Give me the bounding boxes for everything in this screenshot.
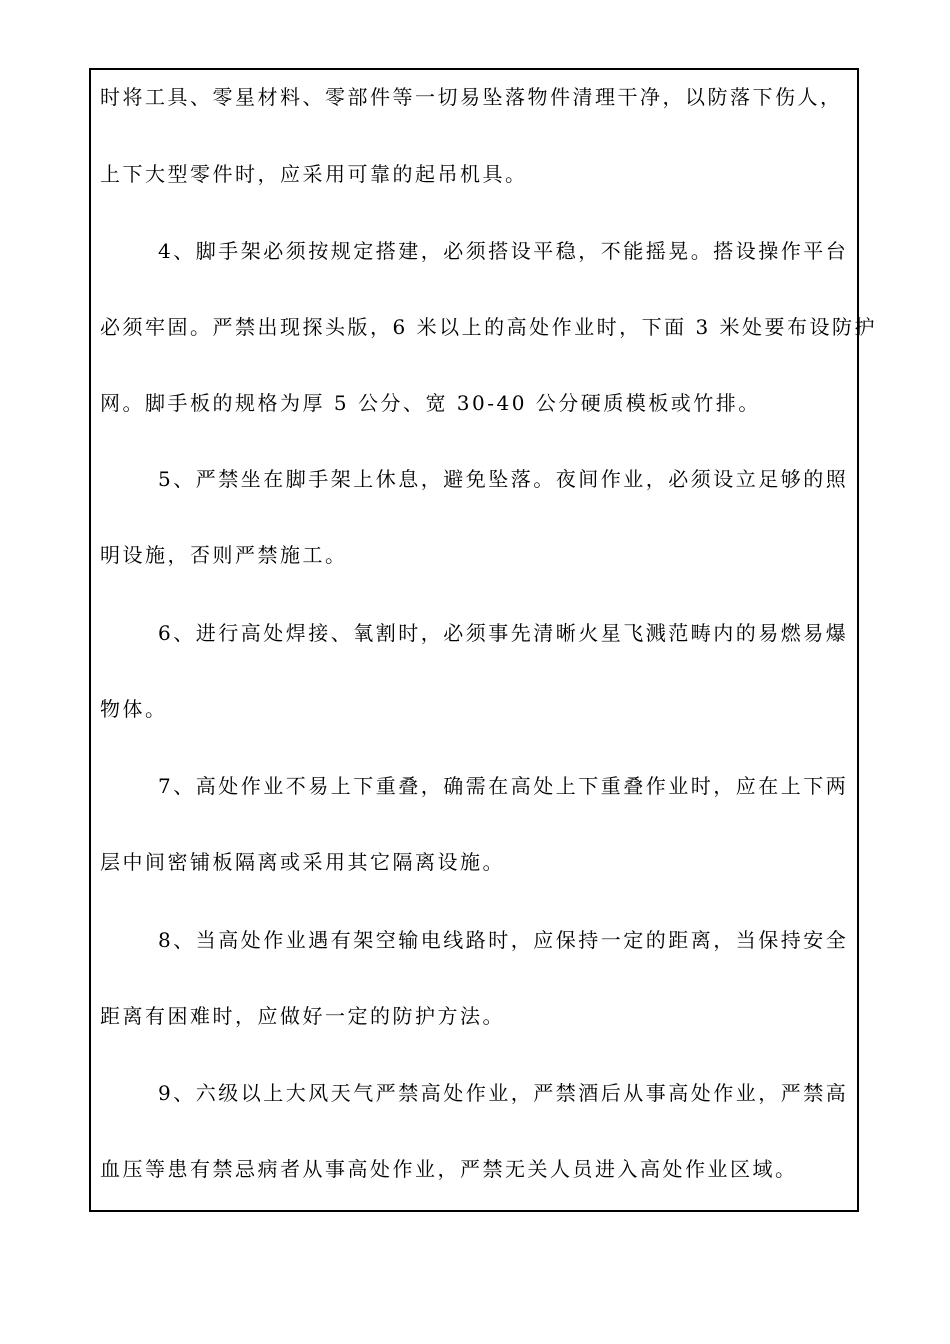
text-line: 上下大型零件时，应采用可靠的起吊机具。 (100, 162, 528, 186)
text-line: 必须牢固。严禁出现探头版，6 米以上的高处作业时，下面 3 米处要布设防护 (100, 315, 878, 339)
item-6-line: 6、进行高处焊接、氧割时，必须事先清晰火星飞溅范畴内的易燃易爆 (158, 621, 849, 645)
item-4-line: 4、脚手架必须按规定搭建，必须搭设平稳，不能摇晃。搭设操作平台 (158, 239, 849, 263)
item-9-line: 9、六级以上大风天气严禁高处作业，严禁酒后从事高处作业，严禁高 (158, 1081, 849, 1105)
text-line: 网。脚手板的规格为厚 5 公分、宽 30-40 公分硬质模板或竹排。 (100, 391, 761, 415)
item-5-line: 5、严禁坐在脚手架上休息，避免坠落。夜间作业，必须设立足够的照 (158, 467, 849, 491)
text-line: 层中间密铺板隔离或采用其它隔离设施。 (100, 850, 505, 874)
item-7-line: 7、高处作业不易上下重叠，确需在高处上下重叠作业时，应在上下两 (158, 774, 849, 798)
text-line: 物体。 (100, 697, 168, 721)
text-line: 血压等患有禁忌病者从事高处作业，严禁无关人员进入高处作业区域。 (100, 1157, 798, 1181)
text-line: 明设施，否则严禁施工。 (100, 543, 348, 567)
item-8-line: 8、当高处作业遇有架空输电线路时，应保持一定的距离，当保持安全 (158, 928, 849, 952)
text-line: 距离有困难时，应做好一定的防护方法。 (100, 1004, 505, 1028)
text-line: 时将工具、零星材料、零部件等一切易坠落物件清理干净，以防落下伤人， (100, 85, 843, 109)
